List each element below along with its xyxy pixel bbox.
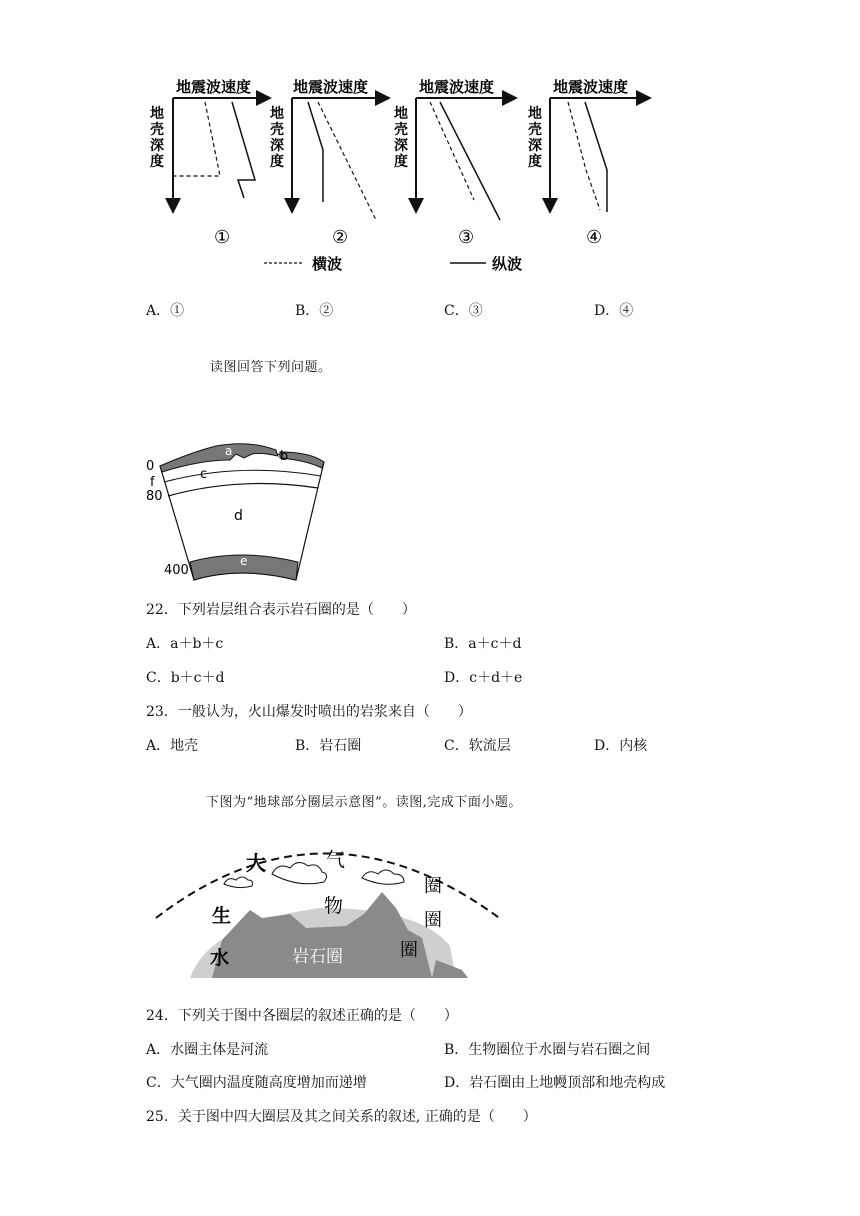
axis-y-char: 壳 (528, 122, 542, 138)
panel-label: ② (332, 227, 349, 248)
q21-option-c[interactable]: C．③ (444, 303, 483, 319)
axis-y-char: 度 (150, 154, 164, 170)
seismic-panel-2 (270, 78, 387, 248)
axis-x-label: 地震波速度 (419, 78, 495, 96)
depth-400: 400 (164, 563, 189, 578)
water-char: 水 (210, 947, 230, 969)
axis-y-char: 地 (394, 106, 408, 122)
q24-option-b[interactable]: B．生物圈位于水圈与岩石圈之间 (444, 1042, 651, 1058)
q24-option-a[interactable]: A．水圈主体是河流 (146, 1042, 269, 1058)
label-b: b (280, 449, 289, 464)
atmo-char-1: 大 (246, 851, 266, 875)
depth-80: 80 (146, 489, 163, 504)
legend-longitudinal: 纵波 (492, 255, 523, 273)
axis-x-label: 地震波速度 (553, 78, 629, 96)
axis-y-char: 地 (528, 106, 542, 122)
depth-f: f (150, 475, 155, 490)
q24-option-d[interactable]: D．岩石圈由上地幔顶部和地壳构成 (444, 1075, 666, 1091)
q21-option-d[interactable]: D．④ (594, 303, 634, 319)
axis-x-label: 地震波速度 (176, 78, 252, 96)
axis-y-char: 地 (270, 106, 284, 122)
atmo-char-2: 气 (326, 849, 346, 871)
atmo-char-3: 圈 (424, 876, 442, 897)
q24-stem: 24．下列关于图中各圈层的叙述正确的是（ ） (146, 1008, 458, 1024)
q21-option-a[interactable]: A．① (146, 303, 185, 319)
earth-spheres-figure (150, 828, 510, 983)
q24-option-c[interactable]: C．大气圈内温度随高度增加而递增 (146, 1075, 367, 1091)
panel-label: ④ (586, 227, 603, 248)
axis-y-char: 地 (150, 106, 164, 122)
panel-label: ① (214, 227, 231, 248)
q23-option-c[interactable]: C．软流层 (444, 738, 511, 754)
axis-x-label: 地震波速度 (293, 78, 369, 96)
label-e: e (240, 554, 248, 568)
q22-option-b[interactable]: B．a＋c＋d (444, 636, 522, 652)
rock-label: 岩石圈 (292, 947, 343, 967)
intro-text-2: 下图为“地球部分圈层示意图”。读图,完成下面小题。 (206, 795, 522, 810)
axis-y-char: 度 (394, 154, 408, 170)
q25-stem: 25．关于图中四大圈层及其之间关系的叙述, 正确的是（ ） (146, 1109, 537, 1125)
axis-y-char: 深 (394, 138, 408, 154)
seismic-wave-figure (140, 70, 670, 285)
q23-option-d[interactable]: D．内核 (594, 738, 648, 754)
label-a: a (225, 444, 233, 458)
seismic-panel-4 (528, 78, 648, 248)
q22-option-a[interactable]: A．a＋b＋c (146, 636, 224, 652)
q23-option-b[interactable]: B．岩石圈 (295, 738, 362, 754)
axis-y-char: 深 (150, 138, 164, 154)
seismic-panel-3 (394, 78, 514, 248)
seismic-legend (264, 255, 522, 273)
axis-y-char: 深 (528, 138, 542, 154)
q22-option-d[interactable]: D．c＋d＋e (444, 670, 523, 686)
axis-y-char: 度 (528, 154, 542, 170)
axis-y-char: 壳 (150, 122, 164, 138)
axis-y-char: 壳 (270, 122, 284, 138)
q23-option-a[interactable]: A．地壳 (146, 738, 199, 754)
q22-option-c[interactable]: C．b＋c＋d (146, 670, 225, 686)
bio-char-3: 圈 (424, 910, 442, 931)
depth-0: 0 (146, 459, 155, 474)
earth-layers-figure (140, 438, 340, 583)
panel-label: ③ (458, 227, 475, 248)
label-c: c (200, 467, 208, 482)
intro-text-1: 读图回答下列问题。 (210, 360, 332, 375)
q21-option-b[interactable]: B．② (295, 303, 334, 319)
legend-transverse: 横波 (312, 255, 343, 273)
water-quan-char: 圈 (400, 940, 418, 961)
seismic-panel-1 (150, 78, 268, 248)
q22-stem: 22．下列岩层组合表示岩石圈的是（ ） (146, 602, 416, 618)
label-d: d (234, 508, 243, 524)
axis-y-char: 度 (270, 154, 284, 170)
bio-char-2: 物 (324, 895, 344, 917)
axis-y-char: 深 (270, 138, 284, 154)
q23-stem: 23．一般认为，火山爆发时喷出的岩浆来自（ ） (146, 704, 472, 720)
bio-char-1: 生 (212, 905, 232, 927)
axis-y-char: 壳 (394, 122, 408, 138)
